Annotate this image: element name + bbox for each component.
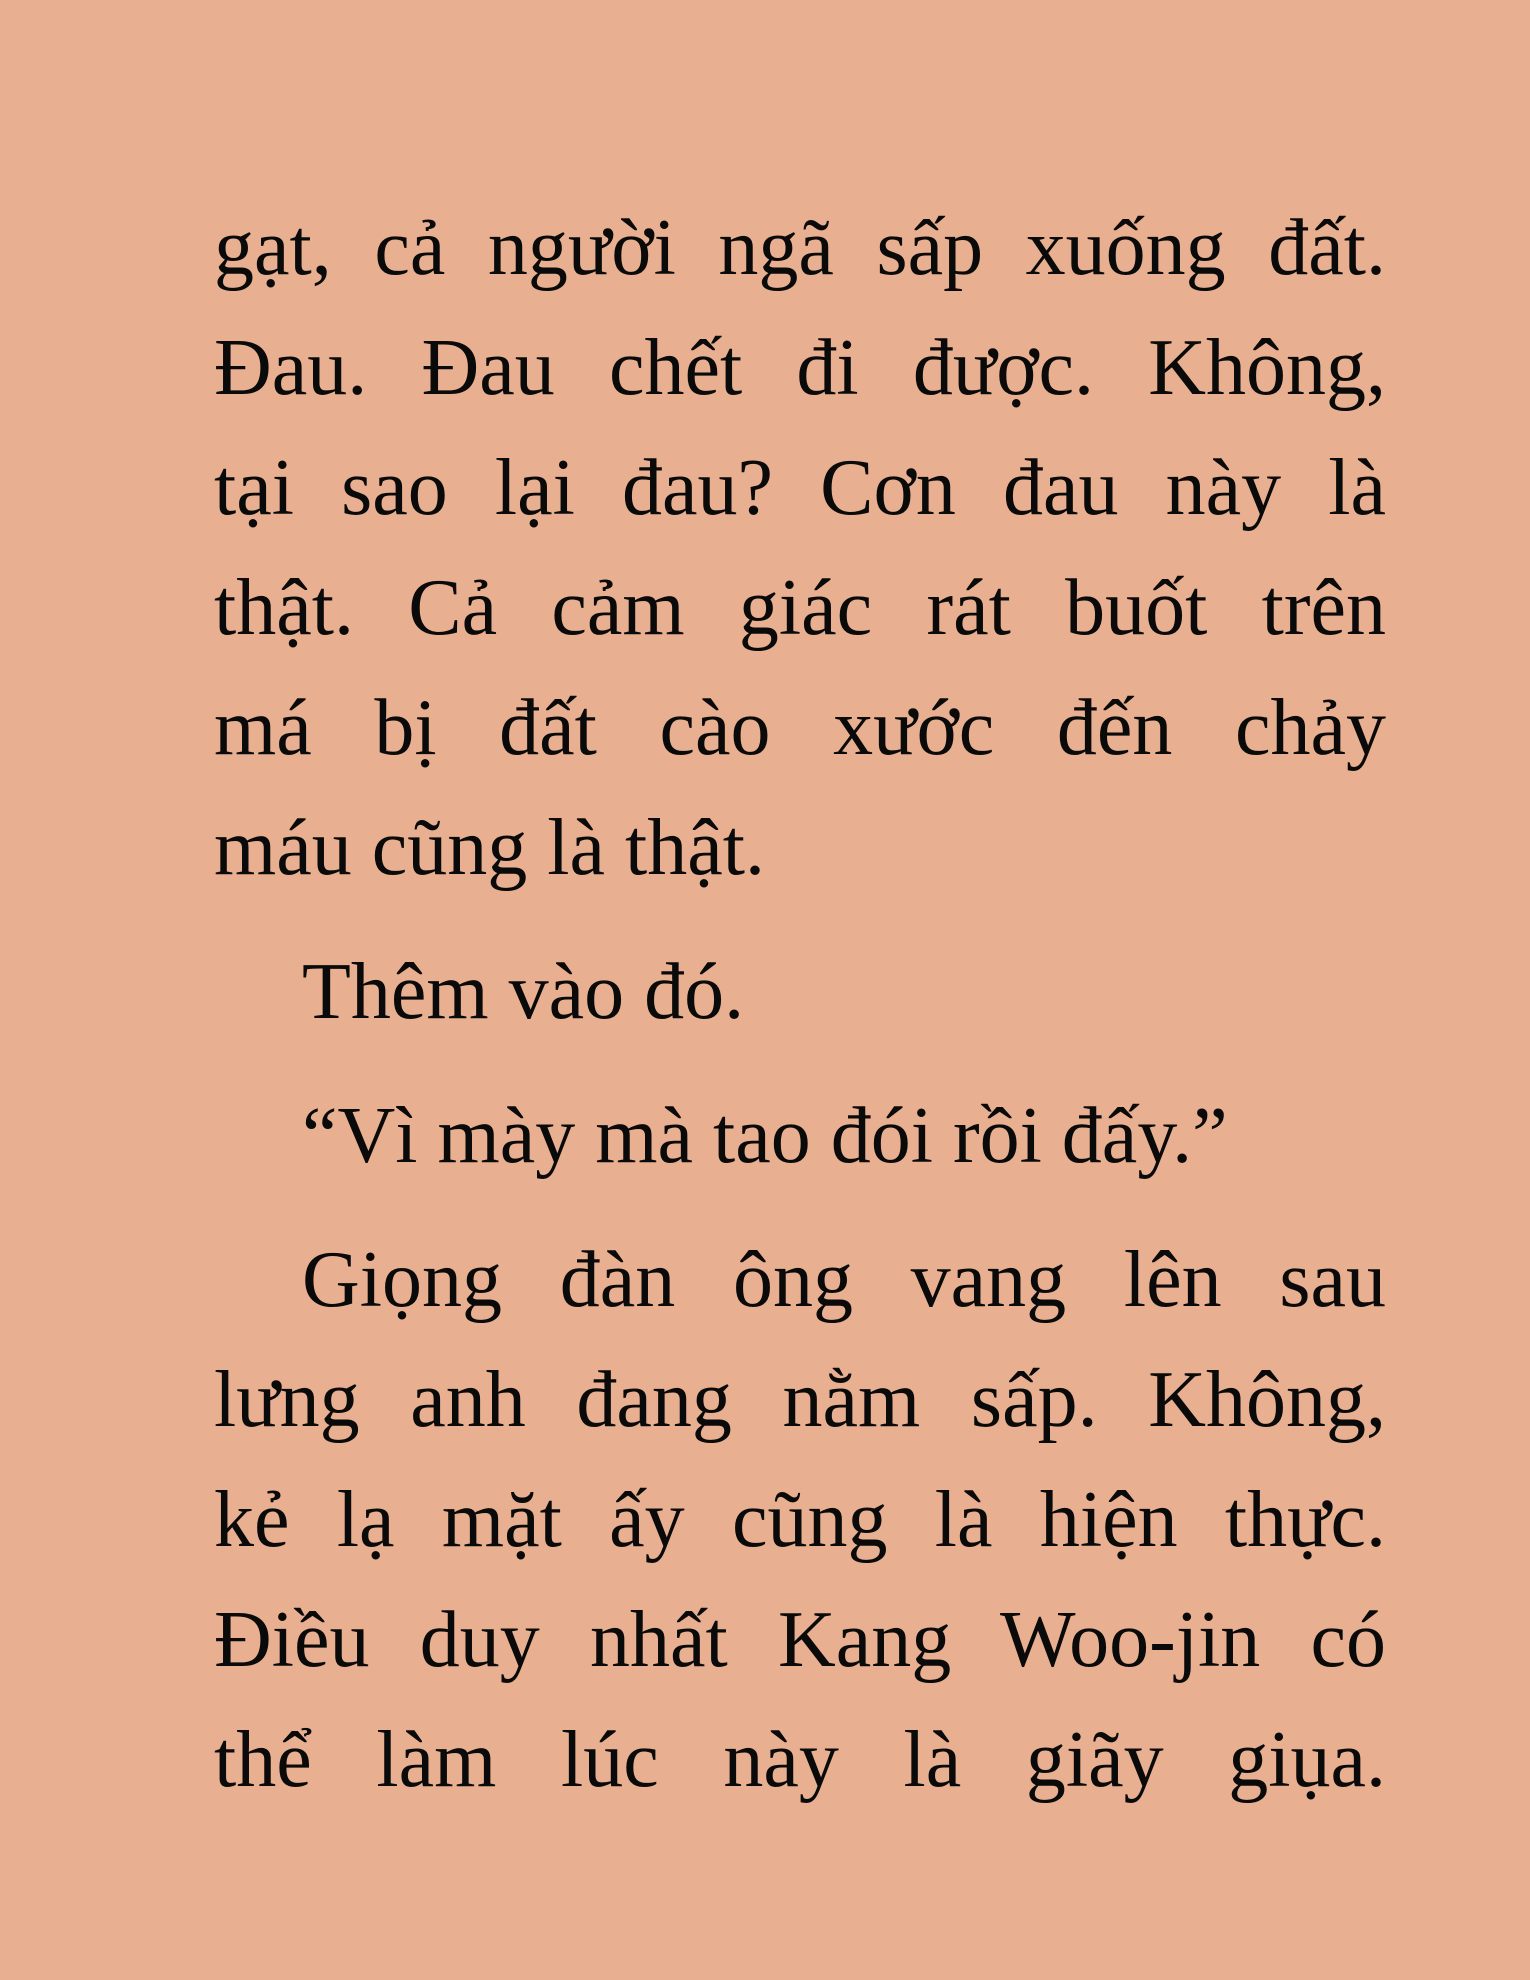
paragraph-1 bbox=[214, 188, 1386, 908]
paragraph-4 bbox=[214, 1220, 1386, 1820]
text-line: Thêm vào đó. bbox=[302, 948, 745, 1036]
text-line: kẻ lạ mặt ấy cũng là hiện thực. bbox=[214, 1476, 1386, 1564]
text-line: thật. Cả cảm giác rát buốt trên bbox=[214, 564, 1386, 652]
paragraph-2 bbox=[214, 932, 1386, 1052]
text-line: Điều duy nhất Kang Woo-jin có bbox=[214, 1596, 1386, 1684]
text-line: gạt, cả người ngã sấp xuống đất. bbox=[214, 204, 1386, 292]
text-line: lưng anh đang nằm sấp. Không, bbox=[214, 1356, 1386, 1444]
text-line: Đau. Đau chết đi được. Không, bbox=[214, 324, 1386, 412]
text-line: tại sao lại đau? Cơn đau này là bbox=[214, 444, 1386, 532]
page-text bbox=[214, 188, 1386, 1820]
paragraph-3-dialogue bbox=[214, 1076, 1386, 1196]
text-line: Giọng đàn ông vang lên sau bbox=[302, 1236, 1386, 1324]
text-line: máu cũng là thật. bbox=[214, 804, 765, 892]
text-line: má bị đất cào xước đến chảy bbox=[214, 684, 1386, 772]
text-line: “Vì mày mà tao đói rồi đấy.” bbox=[302, 1092, 1228, 1180]
text-line: thể làm lúc này là giãy giụa. bbox=[214, 1716, 1386, 1804]
